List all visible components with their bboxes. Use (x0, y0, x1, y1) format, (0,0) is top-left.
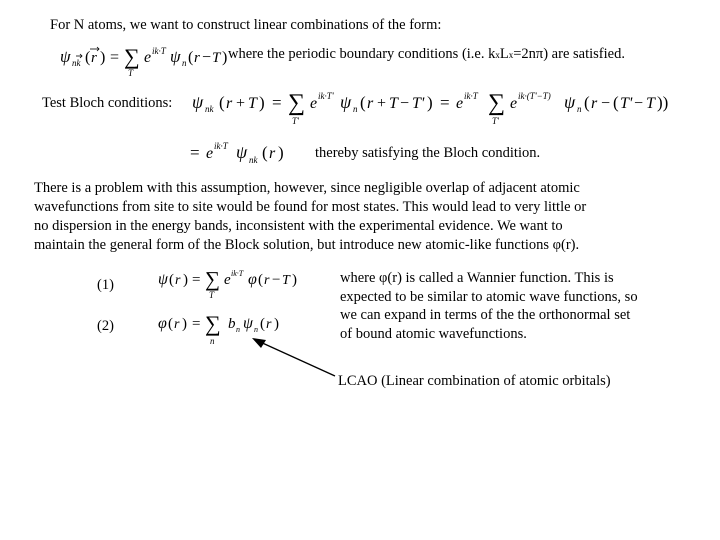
svg-text:): ) (427, 93, 433, 112)
intro-text: For N atoms, we want to construct linear combinations of the form: (50, 17, 442, 33)
svg-text:∑: ∑ (124, 44, 140, 69)
svg-text:=: = (110, 49, 120, 66)
svg-text:r: r (91, 50, 97, 66)
equation-label-1: (1) (97, 277, 114, 293)
svg-text:r: r (367, 95, 374, 112)
paragraph-line: wavefunctions from site to site would be found for most states. This would lead to very little or (34, 199, 587, 215)
svg-text:+: + (377, 95, 387, 112)
svg-text:): ) (278, 143, 284, 162)
wannier-line: expected to be similar to atomic wave functions, so (340, 288, 638, 305)
svg-text:): ) (222, 49, 228, 66)
svg-text:T: T (248, 95, 257, 112)
svg-text:−: − (634, 95, 644, 112)
svg-text:=: = (190, 143, 200, 162)
svg-text:ψ: ψ (192, 92, 204, 112)
pbc-text-post: =2nπ) are satisfied. (513, 46, 625, 62)
svg-text:ik·T: ik·T (152, 46, 166, 56)
svg-text:(: ( (169, 272, 174, 288)
wannier-line: where φ(r) is called a Wannier function. This is (340, 270, 614, 286)
svg-text:ik·T: ik·T (214, 141, 228, 151)
svg-text:+: + (236, 95, 246, 112)
svg-text:(: ( (168, 316, 173, 332)
paragraph-line: There is a problem with this assumption, however, since negligible overlap of adjacent atomic (34, 180, 580, 196)
svg-text:r: r (194, 50, 200, 66)
svg-text:e: e (310, 95, 318, 112)
svg-text:φ: φ (158, 315, 167, 332)
svg-text:n: n (353, 104, 358, 114)
svg-text:ik·T: ik·T (231, 269, 244, 278)
paragraph-line: maintain the general form of the Block solution, but introduce new atomic-like functions φ(r). (34, 237, 580, 253)
lcao-label: LCAO (Linear combination of atomic orbitals) (338, 373, 611, 389)
svg-text:ψ: ψ (243, 315, 253, 332)
bloch-note: thereby satisfying the Bloch condition. (315, 145, 541, 161)
svg-text:(: ( (188, 49, 194, 66)
pbc-sub-2: x (508, 50, 514, 60)
svg-text:r: r (269, 145, 276, 162)
pbc-text-mid: L (499, 46, 509, 62)
svg-text:ik·T: ik·T (464, 91, 478, 101)
svg-text:r: r (174, 317, 180, 332)
svg-text:): ) (274, 316, 279, 332)
svg-text:ik·(T'−T): ik·(T'−T) (518, 91, 551, 101)
svg-text:r: r (591, 95, 598, 112)
svg-text:−: − (601, 95, 611, 112)
svg-text:ψ: ψ (236, 142, 248, 162)
svg-text:nk: nk (205, 104, 214, 114)
svg-text:e: e (510, 95, 518, 112)
svg-text:−: − (272, 272, 281, 288)
svg-text:(: ( (219, 93, 225, 112)
paragraph-line: no dispersion in the energy bands, inconsistent with the experimental evidence. We want to (34, 218, 563, 234)
svg-text:T: T (128, 68, 134, 78)
svg-text:(: ( (85, 49, 91, 66)
svg-text:(: ( (262, 143, 268, 162)
svg-text:=: = (272, 93, 282, 112)
svg-text:): ) (182, 316, 187, 332)
svg-text:T': T' (292, 116, 299, 126)
svg-text:ψ: ψ (60, 47, 71, 66)
svg-text:T': T' (492, 116, 499, 126)
pbc-sub-1: x (495, 50, 500, 60)
svg-text:ψ: ψ (564, 92, 576, 112)
svg-text:=: = (192, 316, 201, 332)
svg-text:T: T (282, 273, 290, 288)
svg-text:=: = (192, 272, 201, 288)
svg-text:n: n (182, 58, 187, 68)
wannier-line: of bound atomic wavefunctions. (340, 325, 527, 342)
svg-text:r: r (266, 317, 272, 332)
svg-text:): ) (292, 272, 297, 288)
svg-text:T: T (212, 50, 221, 66)
svg-text:=: = (440, 93, 450, 112)
equation-label-2: (2) (97, 318, 114, 334)
svg-text:T: T (209, 290, 215, 300)
svg-text:)): )) (657, 93, 669, 112)
svg-text:r: r (226, 95, 233, 112)
svg-text:(: ( (584, 93, 590, 112)
wannier-line: we can expand in terms of the the orthonormal set (340, 307, 631, 323)
svg-text:−: − (202, 49, 212, 66)
svg-text:ψ: ψ (170, 47, 181, 66)
svg-text:T: T (389, 95, 398, 112)
test-bloch-label: Test Bloch conditions: (42, 95, 173, 111)
svg-text:): ) (183, 272, 188, 288)
pbc-text-pre: where the periodic boundary conditions (i.e. k (228, 46, 496, 62)
svg-text:∑: ∑ (288, 90, 306, 116)
svg-text:r: r (264, 273, 270, 288)
svg-text:∑: ∑ (205, 267, 220, 291)
svg-text:(: ( (258, 272, 263, 288)
svg-text:(: ( (260, 316, 265, 332)
svg-text:b: b (228, 316, 236, 332)
svg-text:e: e (206, 145, 214, 162)
svg-text:T': T' (620, 95, 633, 112)
svg-text:r: r (175, 273, 181, 288)
svg-text:ik·T': ik·T' (318, 91, 334, 101)
svg-text:∑: ∑ (205, 311, 221, 336)
svg-text:T: T (646, 95, 655, 112)
svg-text:nk: nk (249, 155, 258, 165)
svg-text:e: e (456, 95, 464, 112)
svg-text:−: − (400, 95, 410, 112)
svg-text:n: n (210, 336, 215, 346)
svg-text:n: n (577, 104, 582, 114)
svg-text:): ) (259, 93, 265, 112)
svg-text:n: n (236, 325, 240, 334)
svg-text:∑: ∑ (488, 90, 506, 116)
svg-text:e: e (224, 272, 231, 288)
svg-text:nk: nk (72, 58, 81, 68)
svg-text:ψ: ψ (158, 271, 168, 288)
svg-text:φ: φ (248, 271, 257, 288)
svg-text:e: e (144, 49, 152, 66)
svg-text:T': T' (412, 95, 425, 112)
svg-text:(: ( (613, 93, 619, 112)
svg-text:): ) (100, 49, 106, 66)
svg-text:ψ: ψ (340, 92, 352, 112)
svg-text:n: n (254, 325, 258, 334)
svg-text:(: ( (360, 93, 366, 112)
